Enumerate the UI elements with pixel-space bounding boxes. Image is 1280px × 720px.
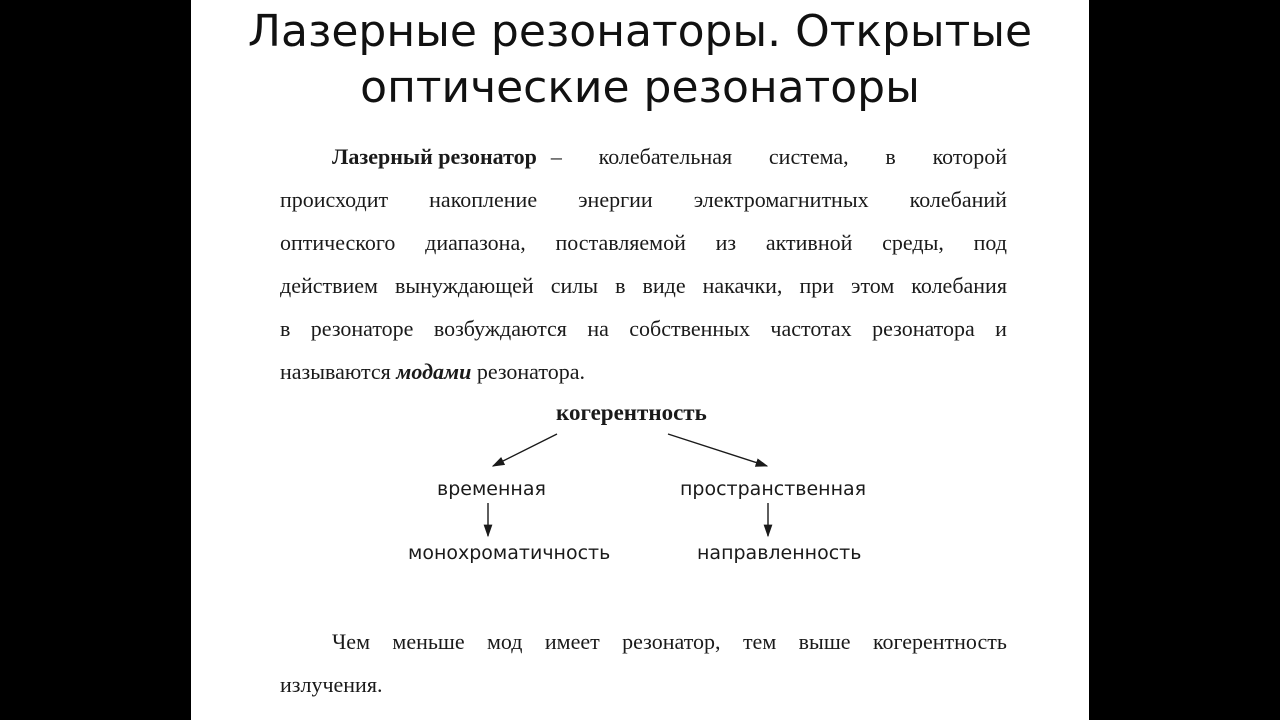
conclusion-word: резонатор, <box>622 629 721 654</box>
definition-word: электромагнитных <box>693 187 869 212</box>
conclusion-line-1 <box>280 620 1007 663</box>
definition-word: накопление <box>429 187 538 212</box>
conclusion-word: тем <box>742 629 777 654</box>
definition-word: действием <box>280 273 378 298</box>
diagram-root-coherence: когерентность <box>556 400 707 425</box>
conclusion-paragraph <box>280 620 1007 706</box>
definition-word: вынуждающей <box>394 273 534 298</box>
definition-emphasis-modes: модами <box>396 359 472 384</box>
conclusion-line-2: излучения. <box>280 672 383 697</box>
definition-word: накачки, <box>702 273 783 298</box>
definition-term: Лазерный резонатор <box>332 144 537 169</box>
coherence-diagram-arrows <box>191 0 1089 720</box>
definition-word: из <box>715 230 737 255</box>
definition-word: среды, <box>882 230 944 255</box>
definition-word: поставляемой <box>555 230 686 255</box>
arrow-root-to-temporal <box>493 434 557 466</box>
definition-word: резонатора <box>872 316 975 341</box>
definition-word: в <box>280 316 291 341</box>
conclusion-word: мод <box>487 629 523 654</box>
definition-word: этом <box>851 273 895 298</box>
definition-word: в <box>885 144 896 169</box>
definition-word: резонаторе <box>310 316 414 341</box>
definition-word: оптического <box>280 230 396 255</box>
definition-word: энергии <box>578 187 653 212</box>
definition-word: при <box>799 273 834 298</box>
definition-word: виде <box>642 273 686 298</box>
diagram-node-spatial: пространственная <box>680 478 867 500</box>
definition-word: и <box>995 316 1007 341</box>
conclusion-word: когерентность <box>872 629 1007 654</box>
definition-word: частотах <box>770 316 852 341</box>
conclusion-word: имеет <box>544 629 600 654</box>
definition-word: силы <box>550 273 599 298</box>
definition-word: система, <box>768 144 849 169</box>
definition-word: возбуждаются <box>433 316 567 341</box>
definition-word: на <box>587 316 609 341</box>
slide-title-line-1: Лазерные резонаторы. Открытые <box>247 6 1033 57</box>
diagram-leaf-monochromaticity: монохроматичность <box>408 542 611 564</box>
conclusion-word: меньше <box>392 629 465 654</box>
definition-word: активной <box>765 230 853 255</box>
definition-word: которой <box>932 144 1007 169</box>
slide-title-line-2: оптические резонаторы <box>360 62 920 113</box>
conclusion-word: выше <box>798 629 851 654</box>
conclusion-word: Чем <box>332 629 370 654</box>
definition-word: под <box>973 230 1007 255</box>
slide <box>191 0 1089 720</box>
definition-word: происходит <box>280 187 389 212</box>
definition-word: собственных <box>629 316 750 341</box>
definition-word: в <box>615 273 626 298</box>
definition-word: диапазона, <box>425 230 526 255</box>
definition-word: колебания <box>911 273 1007 298</box>
definition-text: называются <box>280 359 397 384</box>
definition-word: колебательная <box>598 144 733 169</box>
diagram-leaf-directivity: направленность <box>697 542 862 564</box>
diagram-node-temporal: временная <box>437 478 546 500</box>
definition-dash: – <box>550 144 562 169</box>
definition-text: резонатора. <box>471 359 585 384</box>
arrow-root-to-spatial <box>668 434 767 466</box>
definition-word: колебаний <box>909 187 1007 212</box>
